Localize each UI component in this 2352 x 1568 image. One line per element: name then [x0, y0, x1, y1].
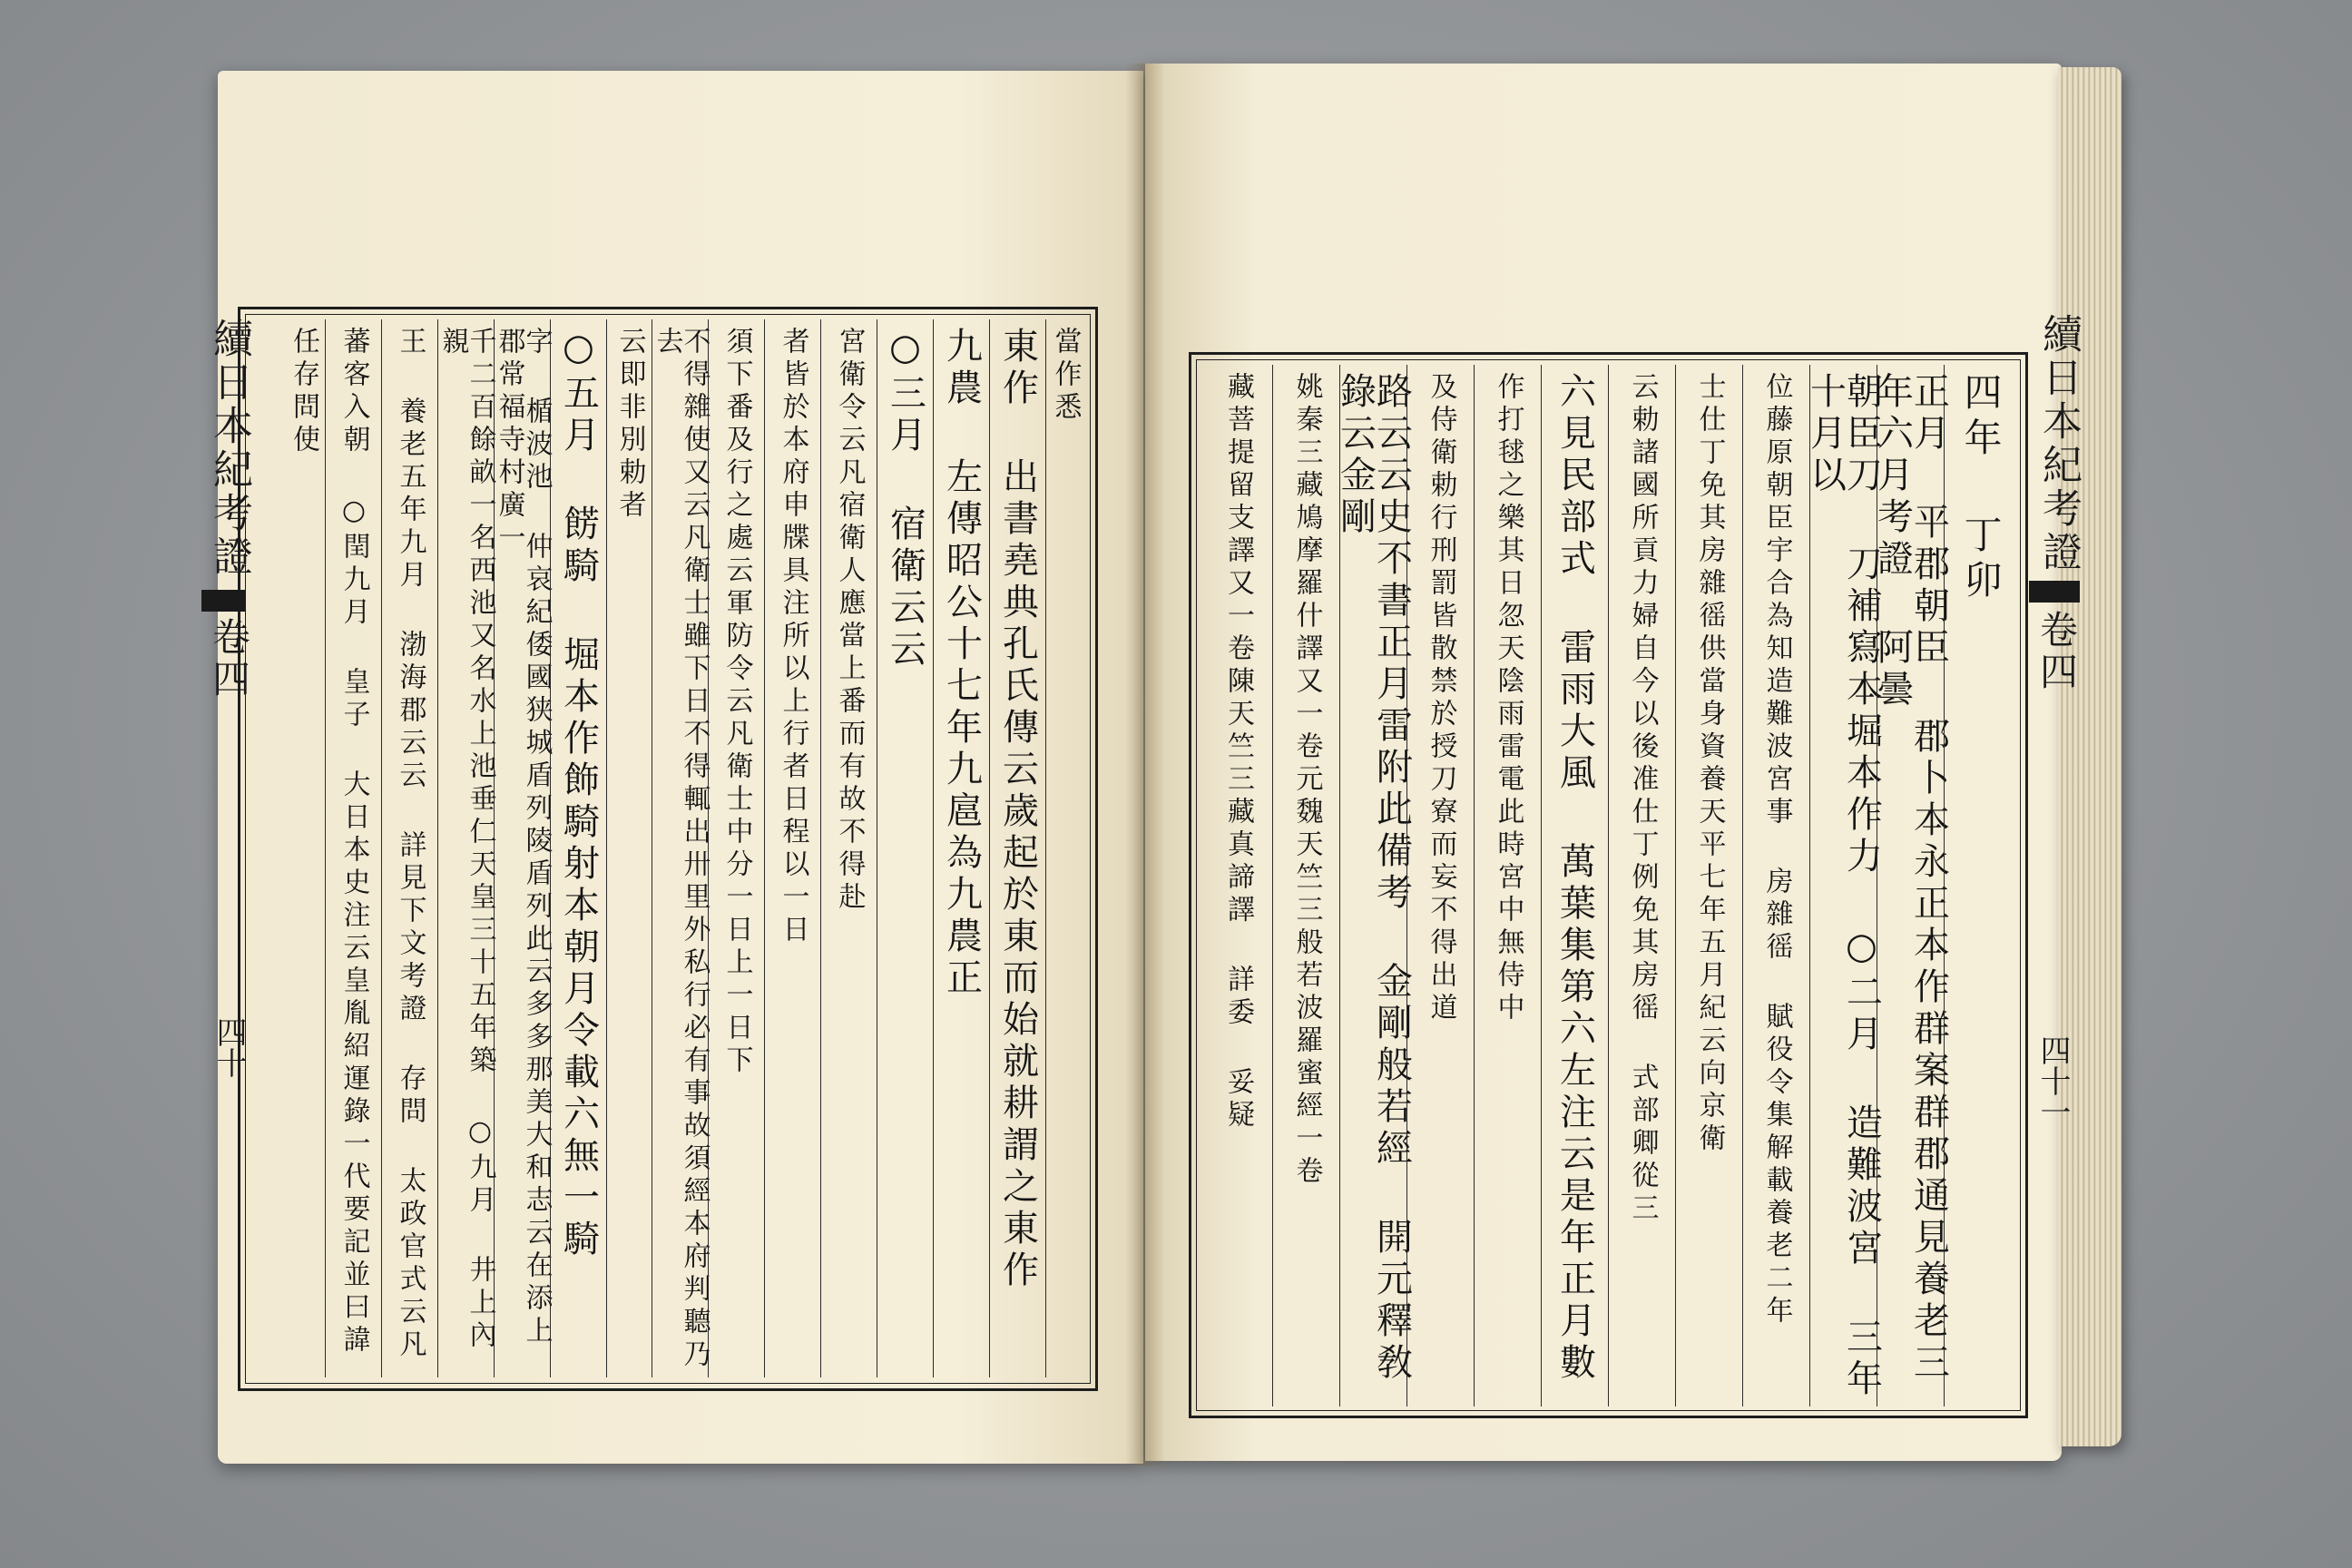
left-folio-number: 四十	[211, 1016, 247, 1078]
text-column: 任存問使	[288, 327, 319, 457]
left-fishtail-mark	[201, 590, 245, 612]
right-volume-label: 卷四	[2034, 610, 2079, 693]
left-volume-label: 卷四	[207, 617, 251, 701]
text-column: 及侍衛勅行刑罰皆散禁於授刀寮而妄不得出道	[1406, 365, 1474, 1406]
text-column: 九農 左傳昭公十七年九扈為九農正	[933, 319, 989, 1377]
left-side-title: 續日本紀考證	[206, 318, 252, 579]
text-column: 正月 平郡朝臣 郡卜本永正本作群案群郡通見養老三年六月考證 阿曇	[1877, 365, 1944, 1406]
text-column: 四年 丁卯	[1944, 365, 2016, 1406]
text-column: 藏菩提留支譯又一卷陳天竺三藏真諦譯 詳委 妥疑	[1222, 372, 1254, 1132]
text-column: 作打毬之樂其日忽天陰雨雷電此時宮中無侍中	[1474, 365, 1541, 1406]
right-side-title: 續日本紀考證	[2035, 313, 2082, 574]
page-edges	[2058, 67, 2122, 1446]
text-column: 蕃客入朝 ○閏九月 皇子 大日本史注云皇胤紹運錄一代要記並曰諱	[325, 319, 381, 1377]
text-column: 須下番及行之處云軍防令云凡衛士中分一日上一日下	[708, 319, 764, 1377]
text-column: 路云云史不書正月雷附此備考 金剛般若經 開元釋敎錄云金剛	[1339, 365, 1406, 1406]
text-column: 云即非別勅者	[606, 319, 652, 1377]
text-column: 六見民部式 雷雨大風 萬葉集第六左注云是年正月數	[1541, 365, 1608, 1406]
text-column: 云勅諸國所貢力婦自今以後准仕丁例免其房徭 式部卿從三	[1608, 365, 1675, 1406]
right-text-columns	[1205, 365, 2016, 1406]
left-text-columns	[252, 319, 1083, 1377]
text-column: 千二百餘畝一名西池又名水上池垂仁天皇三十五年築 ○九月 井上內親	[437, 319, 494, 1377]
text-column: ○五月 餝騎 堀本作飾騎射本朝月令載六無一騎	[550, 319, 606, 1377]
text-column: 宮衛令云凡宿衛人應當上番而有故不得赴	[820, 319, 877, 1377]
text-column: 字 楯波池 仲哀紀倭國狭城盾列陵盾列此云多多那美大和志云在添上郡常福寺村廣一	[494, 319, 550, 1377]
right-fishtail-mark	[2029, 581, 2080, 603]
text-column: 士仕丁免其房雜徭供當身資養天平七年五月紀云向京衛	[1675, 365, 1742, 1406]
text-column: 朝臣刀 刀補寫本堀本作力 ○二月 造難波宮 三年十月以	[1809, 365, 1877, 1406]
text-column: 王 養老五年九月 渤海郡云云 詳見下文考證 存問 太政官式云凡	[381, 319, 437, 1377]
text-column: 當作悉	[1045, 319, 1083, 1377]
text-column: 不得雜使又云凡衛士雖下日不得輒出卅里外私行必有事故須經本府判聽乃去	[652, 319, 708, 1377]
text-column: 姚秦三藏鳩摩羅什譯又一卷元魏天竺三般若波羅蜜經一卷	[1272, 365, 1339, 1406]
text-column: 者皆於本府申牒具注所以上行者日程以一日	[764, 319, 820, 1377]
right-folio-number: 四十一	[2034, 1034, 2071, 1127]
text-column: ○三月 宿衛云云	[877, 319, 933, 1377]
text-column: 位藤原朝臣宇合為知造難波宮事 房雜徭 賦役令集解載養老二年	[1742, 365, 1809, 1406]
book-gutter	[1125, 64, 1165, 1465]
text-column: 東作 出書堯典孔氏傳云歲起於東而始就耕謂之東作	[989, 319, 1045, 1377]
